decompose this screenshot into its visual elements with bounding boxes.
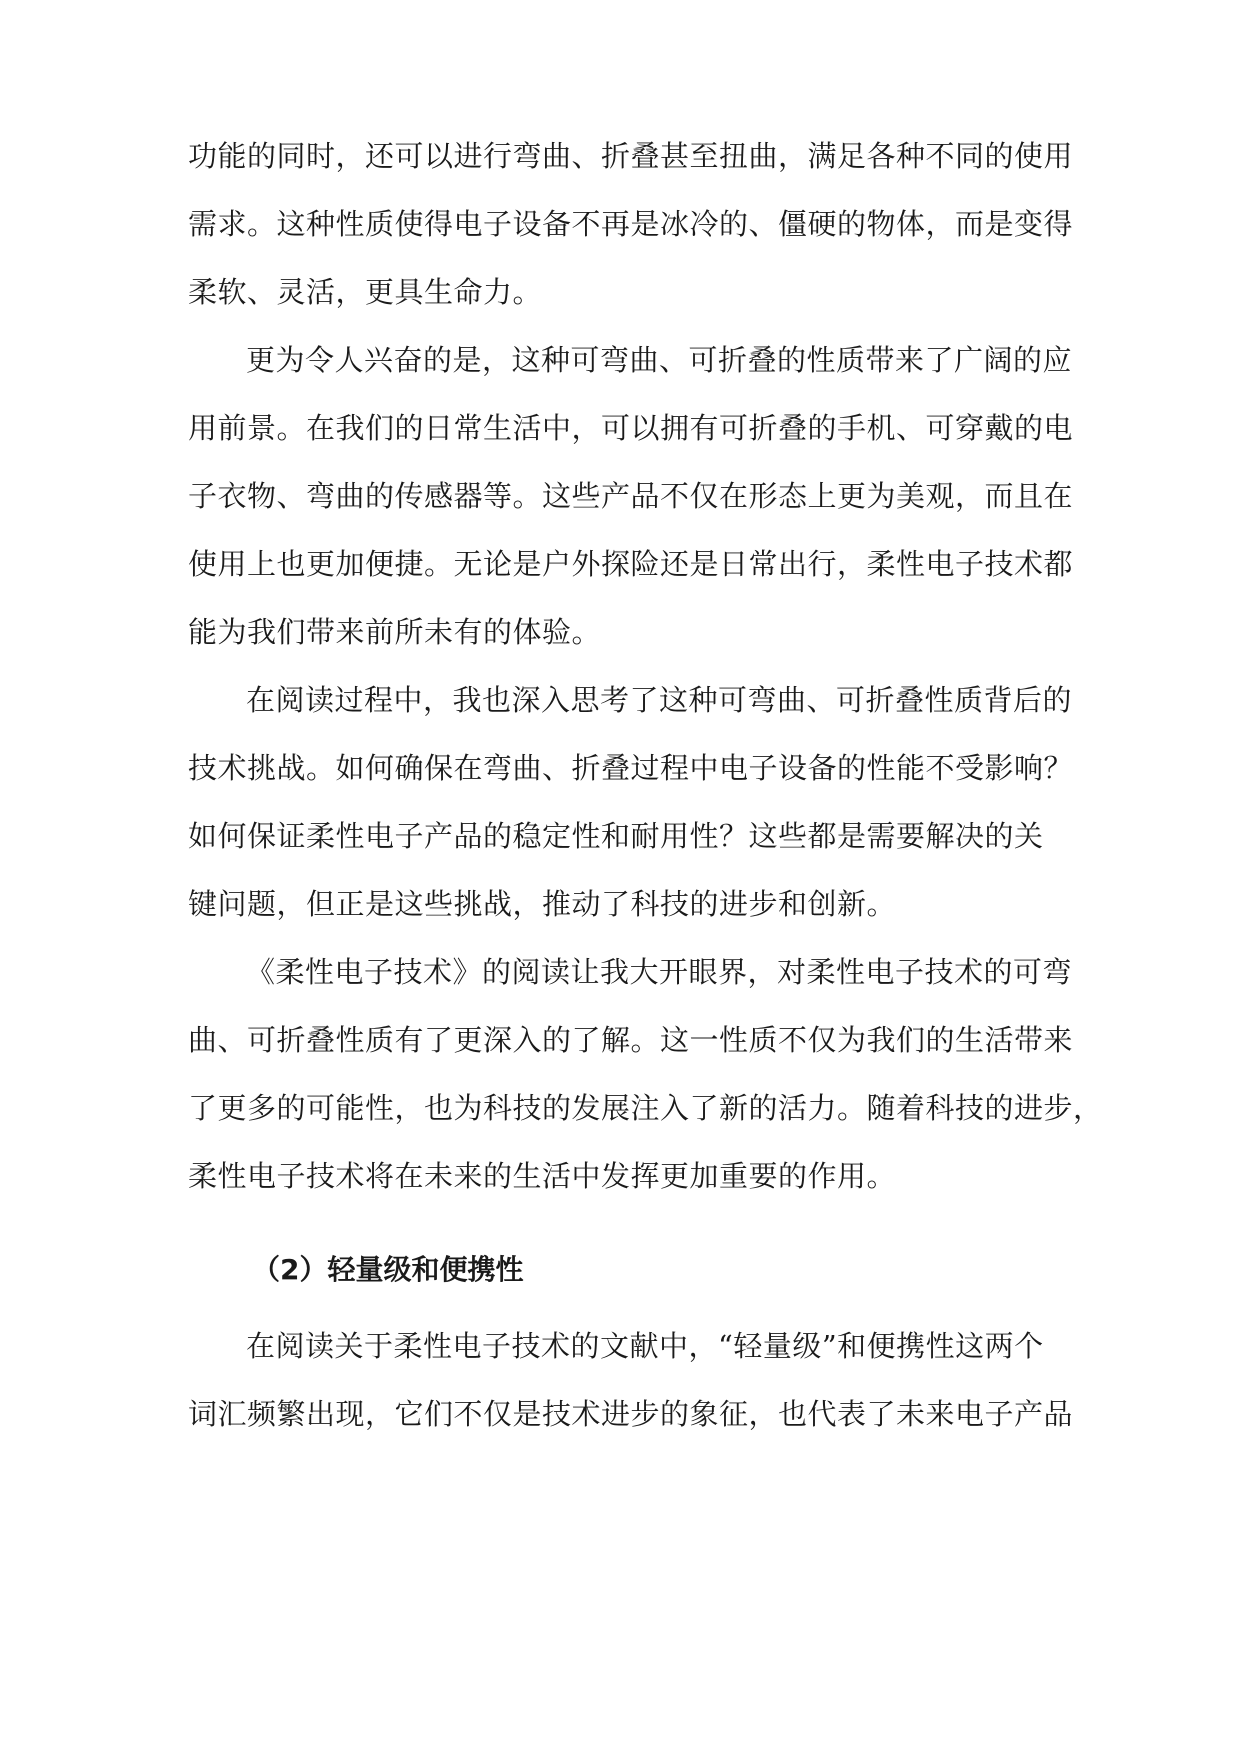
paragraph-1-line-2: 需求。这种性质使得电子设备不再是冰冷的、僵硬的物体，而是变得 <box>188 207 1074 241</box>
paragraph-4-line-1: 《柔性电子技术》的阅读让我大开眼界，对柔性电子技术的可弯 <box>246 955 1073 989</box>
paragraph-2-line-1: 更为令人兴奋的是，这种可弯曲、可折叠的性质带来了广阔的应 <box>246 343 1073 377</box>
paragraph-2-line-5: 能为我们带来前所未有的体验。 <box>188 615 602 649</box>
section-heading: （2）轻量级和便携性 <box>252 1253 524 1286</box>
paragraph-3-line-1: 在阅读过程中，我也深入思考了这种可弯曲、可折叠性质背后的 <box>246 683 1073 717</box>
closing-paragraph-line-1: 在阅读关于柔性电子技术的文献中，“轻量级”和便携性这两个 <box>246 1329 1044 1363</box>
paragraph-4-line-4: 柔性电子技术将在未来的生活中发挥更加重要的作用。 <box>188 1159 897 1193</box>
paragraph-2-line-3: 子衣物、弯曲的传感器等。这些产品不仅在形态上更为美观，而且在 <box>188 479 1074 513</box>
paragraph-4-line-2: 曲、可折叠性质有了更深入的了解。这一性质不仅为我们的生活带来 <box>188 1023 1074 1057</box>
paragraph-3-line-4: 键问题，但正是这些挑战，推动了科技的进步和创新。 <box>188 887 897 921</box>
paragraph-2-line-4: 使用上也更加便捷。无论是户外探险还是日常出行，柔性电子技术都 <box>188 547 1074 581</box>
paragraph-4-line-3: 了更多的可能性，也为科技的发展注入了新的活力。随着科技的进步， <box>188 1091 1103 1125</box>
paragraph-1-line-3: 柔软、灵活，更具生命力。 <box>188 275 543 309</box>
paragraph-3-line-2: 技术挑战。如何确保在弯曲、折叠过程中电子设备的性能不受影响？ <box>188 751 1074 785</box>
paragraph-2-line-2: 用前景。在我们的日常生活中，可以拥有可折叠的手机、可穿戴的电 <box>188 411 1074 445</box>
paragraph-1-line-1: 功能的同时，还可以进行弯曲、折叠甚至扭曲，满足各种不同的使用 <box>188 139 1074 173</box>
paragraph-3-line-3: 如何保证柔性电子产品的稳定性和耐用性？这些都是需要解决的关 <box>188 819 1044 853</box>
closing-paragraph-line-2: 词汇频繁出现，它们不仅是技术进步的象征，也代表了未来电子产品 <box>188 1397 1074 1431</box>
